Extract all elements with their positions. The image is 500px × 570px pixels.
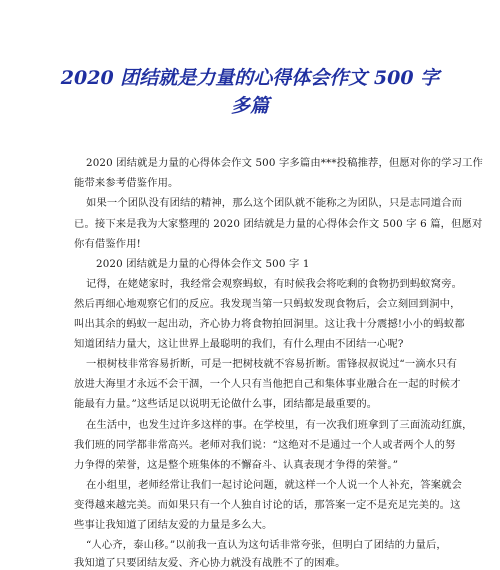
paragraph-line: 已。接下来是我为大家整理的 2020 团结就是力量的心得体会作文 500 字 6 篇，但愿对 <box>74 218 483 230</box>
paragraph-line: 我们班的同学都非常高兴。老师对我们说：“这绝对不是通过一个人或者两个人的努 <box>74 439 456 451</box>
paragraph-line: 在小组里，老师经常让我们一起讨论问题，就这样一个人说一个人补充，答案就会 <box>86 479 463 491</box>
paragraph-line: 变得越来越完美。而如果只有一个人独自讨论的话，那答案一定不是充足完美的。这 <box>74 499 461 511</box>
paragraph-line: 叫出其余的蚂蚁一起出动，齐心协力将食物拍回洞里。这让我十分震撼!小小的蚂蚁都 <box>74 318 465 330</box>
document-title-line-1: 2020 团结就是力量的心得体会作文 500 字 <box>60 67 440 89</box>
paragraph-line: 你有借鉴作用! <box>74 238 141 250</box>
paragraph-line: 一根树枝非常容易折断，可是一把树枝就不容易折断。雷锋叔叔说过“一滴水只有 <box>86 358 458 370</box>
paragraph-line: 知道团结力量大，这让世界上最聪明的我们，有什么理由不团结一心呢? <box>74 338 404 350</box>
paragraph-line: 在生活中，也发生过许多这样的事。在学校里，有一次我们班拿到了三面流动红旗， <box>86 419 473 431</box>
paragraph-line: 然后再细心地观察它们的反应。我发现当第一只蚂蚁发现食物后，会立刻回到洞中， <box>74 298 461 310</box>
paragraph-line: 能最有力量。”这些话足以说明无论做什么事，团结都是最重要的。 <box>74 398 378 410</box>
document-title-line-2: 多篇 <box>230 95 269 117</box>
section-heading: 2020 团结就是力量的心得体会作文 500 字 1 <box>96 258 310 270</box>
paragraph-line: 如果一个团队没有团结的精神，那么这个团队就不能称之为团队，只是志同道合而 <box>86 197 463 209</box>
paragraph-line: “人心齐，泰山移。”以前我一直认为这句话非常夸张，但明白了团结的力量后， <box>86 539 447 551</box>
paragraph-line: 我知道了只要团结友爱、齐心协力就没有战胜不了的困难。 <box>74 557 346 569</box>
paragraph-line: 2020 团结就是力量的心得体会作文 500 字多篇由***投稿推荐，但愿对你的学习工作 <box>86 157 483 169</box>
paragraph-line: 记得，在姥姥家时，我经常会观察蚂蚁，有时候我会将吃剩的食物扔到蚂蚁窝旁。 <box>86 278 463 290</box>
paragraph-line: 力争得的荣誉，这是整个班集体的不懈奋斗、认真表现才争得的荣誉。” <box>74 459 399 471</box>
paragraph-line: 些事让我知道了团结友爱的力量是多么大。 <box>74 519 273 531</box>
paragraph-line: 能带来参考借鉴作用。 <box>74 177 179 189</box>
paragraph-line: 放进大海里才永远不会干涸，一个人只有当他把自己和集体事业融合在一起的时候才 <box>74 378 461 390</box>
